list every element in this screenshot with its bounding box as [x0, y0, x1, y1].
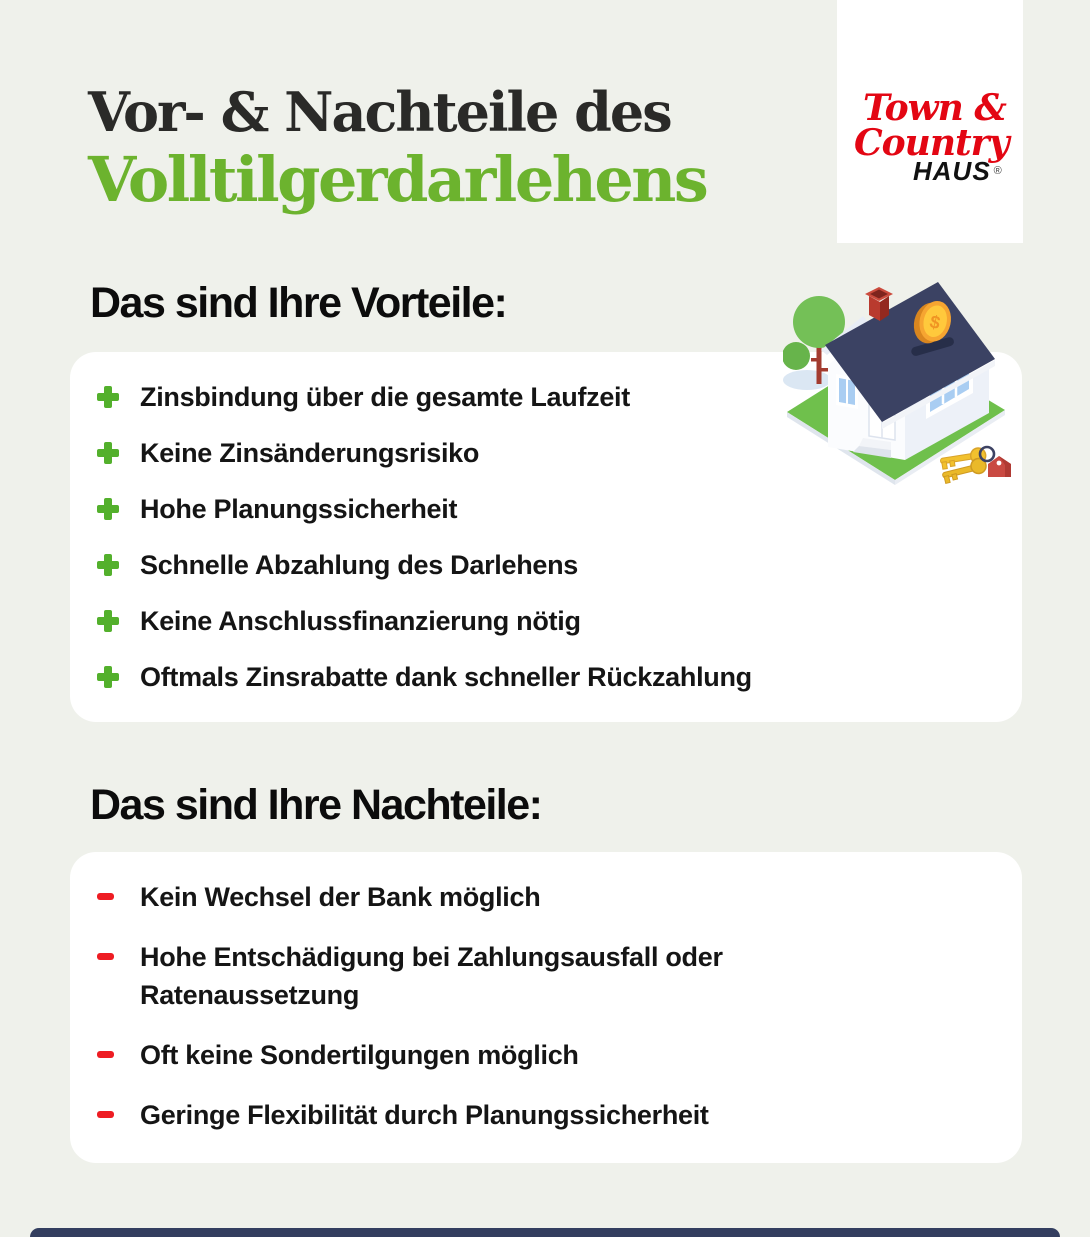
disadvantage-text: Kein Wechsel der Bank möglich	[140, 882, 541, 912]
path-blob	[783, 370, 831, 390]
plus-icon	[97, 554, 119, 576]
advantage-text: Hohe Planungssicherheit	[140, 494, 458, 524]
plus-icon	[97, 498, 119, 520]
minus-icon	[97, 1051, 114, 1058]
disadvantages-heading: Das sind Ihre Nachteile:	[90, 781, 542, 829]
logo-box	[837, 0, 1023, 243]
house-illustration	[783, 262, 1013, 497]
tree-foliage-small	[783, 342, 810, 370]
advantage-item	[97, 663, 982, 692]
plus-icon	[97, 442, 119, 464]
title-line-1: Vor- & Nachteile des	[88, 80, 671, 144]
disadvantage-item	[97, 938, 982, 1014]
disadvantage-item	[97, 878, 982, 916]
logo-haus: HAUS ®	[913, 156, 1003, 186]
disadvantage-text: Hohe Entschädigung bei Zahlungsausfall oder Ratenaussetzung	[140, 942, 723, 1010]
logo-country: Country	[854, 122, 1009, 164]
page-title	[88, 80, 707, 216]
minus-icon	[97, 1111, 114, 1118]
disadvantage-text: Geringe Flexibilität durch Planungssicherheit	[140, 1100, 709, 1130]
keys-icon	[939, 447, 1011, 484]
advantages-heading: Das sind Ihre Vorteile:	[90, 279, 507, 327]
town-country-logo	[837, 87, 1023, 187]
registered-mark: ®	[993, 165, 1003, 177]
minus-icon	[97, 953, 114, 960]
coin-dollar-symbol: $	[927, 311, 943, 334]
advantage-item	[97, 551, 982, 580]
disadvantage-item	[97, 1096, 982, 1134]
title-line-2: Volltilgerdarlehens	[88, 142, 707, 216]
disadvantages-card	[70, 852, 1022, 1163]
advantage-text: Schnelle Abzahlung des Darlehens	[140, 550, 579, 580]
disadvantage-text: Oft keine Sondertilgungen möglich	[140, 1040, 579, 1070]
minus-icon	[97, 893, 114, 900]
plus-icon	[97, 666, 119, 688]
footer-bar	[30, 1228, 1060, 1237]
advantage-item	[97, 607, 982, 636]
disadvantage-item	[97, 1036, 982, 1074]
advantage-item	[97, 495, 982, 524]
plus-icon	[97, 386, 119, 408]
advantage-text: Keine Anschlussfinanzierung nötig	[140, 606, 581, 636]
advantage-text: Zinsbindung über die gesamte Laufzeit	[140, 382, 630, 412]
plus-icon	[97, 610, 119, 632]
disadvantages-list	[97, 878, 982, 1134]
advantage-text: Keine Zinsänderungsrisiko	[140, 438, 480, 468]
logo-town: Town &	[863, 87, 1006, 129]
advantage-text: Oftmals Zinsrabatte dank schneller Rückzahlung	[140, 662, 752, 692]
